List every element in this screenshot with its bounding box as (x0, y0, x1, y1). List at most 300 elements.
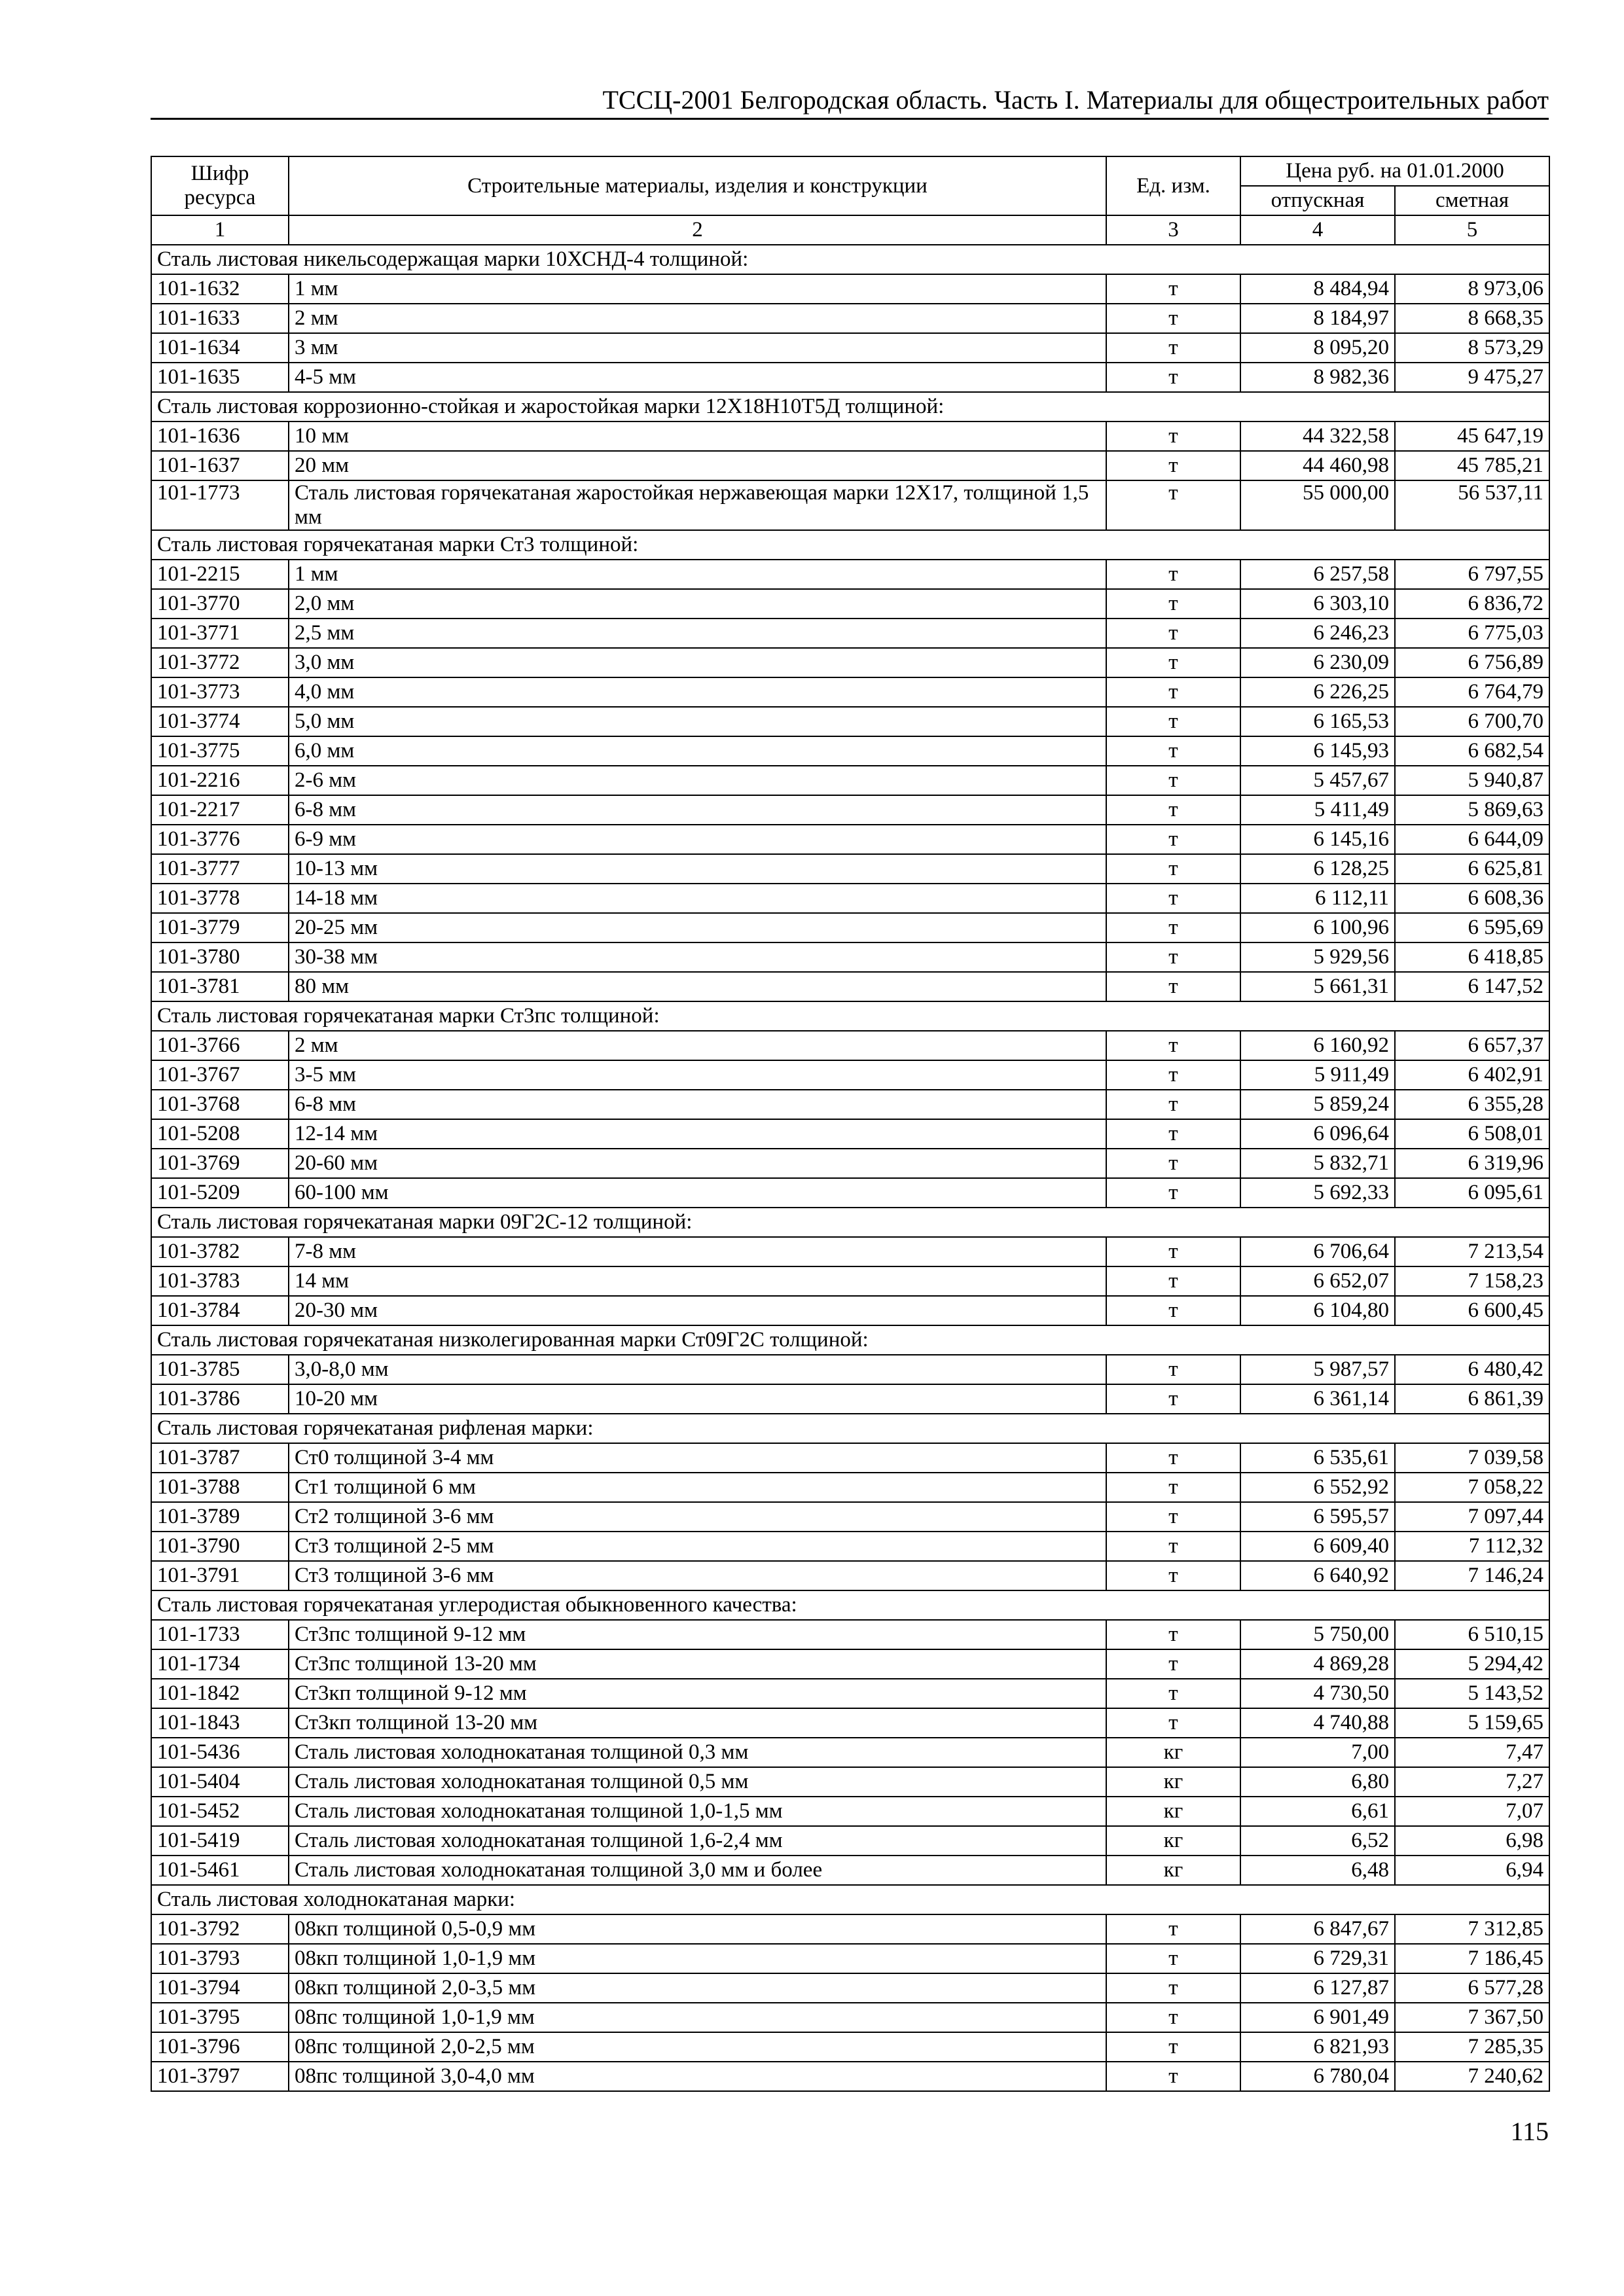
resource-code: 101-3769 (151, 1149, 289, 1178)
resource-code: 101-3790 (151, 1532, 289, 1561)
material-name: Сталь листовая горячекатаная жаростойкая нержавеющая марки 12Х17, толщиной 1,5 мм (289, 480, 1106, 530)
estimate-price: 7 097,44 (1395, 1502, 1549, 1532)
release-price: 5 692,33 (1240, 1178, 1395, 1208)
release-price: 6 552,92 (1240, 1473, 1395, 1502)
unit-of-measure: т (1106, 2062, 1240, 2091)
estimate-price: 9 475,27 (1395, 363, 1549, 392)
unit-of-measure: т (1106, 913, 1240, 942)
table-row (151, 884, 1549, 913)
table-row (151, 1767, 1549, 1797)
estimate-price: 6 625,81 (1395, 854, 1549, 884)
release-price: 5 987,57 (1240, 1355, 1395, 1384)
unit-of-measure: т (1106, 677, 1240, 707)
resource-code: 101-1842 (151, 1679, 289, 1708)
material-name: 08пс толщиной 3,0-4,0 мм (289, 2062, 1106, 2091)
material-name: 08пс толщиной 2,0-2,5 мм (289, 2032, 1106, 2062)
unit-of-measure: т (1106, 480, 1240, 530)
estimate-price: 6 600,45 (1395, 1296, 1549, 1325)
unit-of-measure: т (1106, 363, 1240, 392)
unit-of-measure: т (1106, 707, 1240, 736)
table-row (151, 766, 1549, 795)
release-price: 6 640,92 (1240, 1561, 1395, 1590)
table-row (151, 1826, 1549, 1856)
material-name: 2-6 мм (289, 766, 1106, 795)
table-row (151, 1797, 1549, 1826)
table-row (151, 795, 1549, 825)
resource-code: 101-1633 (151, 304, 289, 333)
material-name: Ст3кп толщиной 9-12 мм (289, 1679, 1106, 1708)
material-name: Сталь листовая холоднокатаная толщиной 1,0-1,5 мм (289, 1797, 1106, 1826)
resource-code: 101-3767 (151, 1060, 289, 1090)
estimate-price: 5 143,52 (1395, 1679, 1549, 1708)
unit-of-measure: т (1106, 1973, 1240, 2003)
material-name: 7-8 мм (289, 1237, 1106, 1266)
resource-code: 101-1773 (151, 480, 289, 530)
material-name: 08кп толщиной 0,5-0,9 мм (289, 1914, 1106, 1944)
estimate-price: 8 573,29 (1395, 333, 1549, 363)
material-name: Ст3кп толщиной 13-20 мм (289, 1708, 1106, 1738)
table-row (151, 1090, 1549, 1119)
resource-code: 101-3784 (151, 1296, 289, 1325)
col-header-unit: Ед. изм. (1106, 156, 1240, 215)
resource-code: 101-1637 (151, 451, 289, 480)
release-price: 55 000,00 (1240, 480, 1395, 530)
unit-of-measure: т (1106, 854, 1240, 884)
release-price: 6,52 (1240, 1826, 1395, 1856)
unit-of-measure: т (1106, 1119, 1240, 1149)
col-header-estimate: сметная (1395, 186, 1549, 215)
section-heading-row (151, 1885, 1549, 1914)
material-name: 30-38 мм (289, 942, 1106, 972)
material-name: Ст3пс толщиной 13-20 мм (289, 1649, 1106, 1679)
unit-of-measure: т (1106, 1914, 1240, 1944)
estimate-price: 6 608,36 (1395, 884, 1549, 913)
section-heading: Сталь листовая холоднокатаная марки: (151, 1885, 1549, 1914)
estimate-price: 5 940,87 (1395, 766, 1549, 795)
table-row (151, 1502, 1549, 1532)
estimate-price: 6 861,39 (1395, 1384, 1549, 1414)
table-row (151, 480, 1549, 530)
resource-code: 101-1632 (151, 274, 289, 304)
resource-code: 101-5461 (151, 1856, 289, 1885)
unit-of-measure: т (1106, 766, 1240, 795)
release-price: 6 104,80 (1240, 1296, 1395, 1325)
estimate-price: 45 647,19 (1395, 422, 1549, 451)
table-row (151, 1060, 1549, 1090)
material-name: Ст1 толщиной 6 мм (289, 1473, 1106, 1502)
section-heading-row (151, 1325, 1549, 1355)
estimate-price: 7,47 (1395, 1738, 1549, 1767)
estimate-price: 8 973,06 (1395, 274, 1549, 304)
material-name: Ст3 толщиной 2-5 мм (289, 1532, 1106, 1561)
estimate-price: 6 147,52 (1395, 972, 1549, 1001)
section-heading: Сталь листовая горячекатаная марки Ст3пс толщиной: (151, 1001, 1549, 1031)
section-heading: Сталь листовая горячекатаная марки Ст3 толщиной: (151, 530, 1549, 560)
estimate-price: 6,94 (1395, 1856, 1549, 1885)
unit-of-measure: т (1106, 333, 1240, 363)
table-row (151, 589, 1549, 619)
resource-code: 101-3778 (151, 884, 289, 913)
section-heading: Сталь листовая горячекатаная рифленая марки: (151, 1414, 1549, 1443)
table-row (151, 1266, 1549, 1296)
unit-of-measure: т (1106, 1060, 1240, 1090)
table-row (151, 1119, 1549, 1149)
table-row (151, 1178, 1549, 1208)
unit-of-measure: т (1106, 422, 1240, 451)
release-price: 5 832,71 (1240, 1149, 1395, 1178)
resource-code: 101-3776 (151, 825, 289, 854)
estimate-price: 6 595,69 (1395, 913, 1549, 942)
estimate-price: 7 213,54 (1395, 1237, 1549, 1266)
material-name: 3,0-8,0 мм (289, 1355, 1106, 1384)
resource-code: 101-3785 (151, 1355, 289, 1384)
table-row (151, 1296, 1549, 1325)
table-row (151, 2032, 1549, 2062)
unit-of-measure: т (1106, 1090, 1240, 1119)
release-price: 4 740,88 (1240, 1708, 1395, 1738)
resource-code: 101-3766 (151, 1031, 289, 1060)
resource-code: 101-3796 (151, 2032, 289, 2062)
material-name: 80 мм (289, 972, 1106, 1001)
estimate-price: 6 510,15 (1395, 1620, 1549, 1649)
table-row (151, 913, 1549, 942)
unit-of-measure: т (1106, 736, 1240, 766)
release-price: 6 226,25 (1240, 677, 1395, 707)
resource-code: 101-3783 (151, 1266, 289, 1296)
table-row (151, 854, 1549, 884)
material-name: 4-5 мм (289, 363, 1106, 392)
section-heading: Сталь листовая никельсодержащая марки 10ХСНД-4 толщиной: (151, 245, 1549, 274)
unit-of-measure: кг (1106, 1767, 1240, 1797)
estimate-price: 7 186,45 (1395, 1944, 1549, 1973)
release-price: 5 457,67 (1240, 766, 1395, 795)
table-row (151, 2003, 1549, 2032)
resource-code: 101-2216 (151, 766, 289, 795)
resource-code: 101-5419 (151, 1826, 289, 1856)
estimate-price: 7,07 (1395, 1797, 1549, 1826)
unit-of-measure: т (1106, 1649, 1240, 1679)
release-price: 6,61 (1240, 1797, 1395, 1826)
resource-code: 101-5452 (151, 1797, 289, 1826)
table-row (151, 707, 1549, 736)
material-name: 3-5 мм (289, 1060, 1106, 1090)
unit-of-measure: т (1106, 1266, 1240, 1296)
estimate-price: 6 402,91 (1395, 1060, 1549, 1090)
estimate-price: 6 480,42 (1395, 1355, 1549, 1384)
section-heading-row (151, 530, 1549, 560)
table-row (151, 736, 1549, 766)
material-name: 3 мм (289, 333, 1106, 363)
estimate-price: 7 058,22 (1395, 1473, 1549, 1502)
release-price: 4 730,50 (1240, 1679, 1395, 1708)
estimate-price: 6 700,70 (1395, 707, 1549, 736)
material-name: 20-30 мм (289, 1296, 1106, 1325)
unit-of-measure: т (1106, 1296, 1240, 1325)
release-price: 6 127,87 (1240, 1973, 1395, 2003)
unit-of-measure: т (1106, 1355, 1240, 1384)
page-number: 115 (1510, 2117, 1549, 2146)
unit-of-measure: т (1106, 1031, 1240, 1060)
release-price: 6 230,09 (1240, 648, 1395, 677)
release-price: 6 821,93 (1240, 2032, 1395, 2062)
release-price: 5 661,31 (1240, 972, 1395, 1001)
material-name: 2,0 мм (289, 589, 1106, 619)
table-row (151, 1561, 1549, 1590)
unit-of-measure: т (1106, 589, 1240, 619)
release-price: 6,48 (1240, 1856, 1395, 1885)
estimate-price: 6 657,37 (1395, 1031, 1549, 1060)
resource-code: 101-3791 (151, 1561, 289, 1590)
estimate-price: 6 836,72 (1395, 589, 1549, 619)
estimate-price: 7 312,85 (1395, 1914, 1549, 1944)
estimate-price: 6 756,89 (1395, 648, 1549, 677)
release-price: 6 145,93 (1240, 736, 1395, 766)
estimate-price: 8 668,35 (1395, 304, 1549, 333)
material-name: Ст0 толщиной 3-4 мм (289, 1443, 1106, 1473)
table-row (151, 1532, 1549, 1561)
table-row (151, 1649, 1549, 1679)
material-name: 2 мм (289, 304, 1106, 333)
unit-of-measure: т (1106, 1944, 1240, 1973)
unit-of-measure: т (1106, 274, 1240, 304)
table-row (151, 363, 1549, 392)
release-price: 6 128,25 (1240, 854, 1395, 884)
estimate-price: 7 146,24 (1395, 1561, 1549, 1590)
release-price: 6 257,58 (1240, 560, 1395, 589)
material-name: 20 мм (289, 451, 1106, 480)
estimate-price: 6 577,28 (1395, 1973, 1549, 2003)
material-name: 20-25 мм (289, 913, 1106, 942)
table-row (151, 333, 1549, 363)
resource-code: 101-3774 (151, 707, 289, 736)
table-row (151, 677, 1549, 707)
release-price: 8 982,36 (1240, 363, 1395, 392)
estimate-price: 6 095,61 (1395, 1178, 1549, 1208)
unit-of-measure: т (1106, 942, 1240, 972)
estimate-price: 7 285,35 (1395, 2032, 1549, 2062)
unit-of-measure: т (1106, 825, 1240, 854)
section-heading: Сталь листовая горячекатаная низколегированная марки Ст09Г2С толщиной: (151, 1325, 1549, 1355)
release-price: 6 145,16 (1240, 825, 1395, 854)
release-price: 6 303,10 (1240, 589, 1395, 619)
unit-of-measure: т (1106, 795, 1240, 825)
section-heading-row (151, 1208, 1549, 1237)
material-name: 6-9 мм (289, 825, 1106, 854)
material-name: 2 мм (289, 1031, 1106, 1060)
release-price: 6 096,64 (1240, 1119, 1395, 1149)
material-name: Сталь листовая холоднокатаная толщиной 0,3 мм (289, 1738, 1106, 1767)
col-header-code: Шифр ресурса (151, 156, 289, 215)
release-price: 6 112,11 (1240, 884, 1395, 913)
release-price: 6 246,23 (1240, 619, 1395, 648)
material-name: 14 мм (289, 1266, 1106, 1296)
material-name: Ст3 толщиной 3-6 мм (289, 1561, 1106, 1590)
section-heading-row (151, 392, 1549, 422)
table-row (151, 304, 1549, 333)
release-price: 6 706,64 (1240, 1237, 1395, 1266)
resource-code: 101-5436 (151, 1738, 289, 1767)
table-row (151, 1973, 1549, 2003)
resource-code: 101-1635 (151, 363, 289, 392)
unit-of-measure: т (1106, 1502, 1240, 1532)
unit-of-measure: т (1106, 1532, 1240, 1561)
release-price: 5 929,56 (1240, 942, 1395, 972)
material-name: 08кп толщиной 2,0-3,5 мм (289, 1973, 1106, 2003)
table-row (151, 942, 1549, 972)
resource-code: 101-3797 (151, 2062, 289, 2091)
unit-of-measure: т (1106, 1178, 1240, 1208)
table-row (151, 2062, 1549, 2091)
col-number: 3 (1106, 215, 1240, 245)
release-price: 5 750,00 (1240, 1620, 1395, 1649)
table-row (151, 451, 1549, 480)
release-price: 6 780,04 (1240, 2062, 1395, 2091)
resource-code: 101-3786 (151, 1384, 289, 1414)
release-price: 44 460,98 (1240, 451, 1395, 480)
release-price: 44 322,58 (1240, 422, 1395, 451)
resource-code: 101-3795 (151, 2003, 289, 2032)
unit-of-measure: т (1106, 1679, 1240, 1708)
col-header-name: Строительные материалы, изделия и конструкции (289, 156, 1106, 215)
material-name: 60-100 мм (289, 1178, 1106, 1208)
unit-of-measure: т (1106, 1443, 1240, 1473)
resource-code: 101-5208 (151, 1119, 289, 1149)
material-name: Ст3пс толщиной 9-12 мм (289, 1620, 1106, 1649)
release-price: 6 652,07 (1240, 1266, 1395, 1296)
resource-code: 101-3782 (151, 1237, 289, 1266)
section-heading: Сталь листовая горячекатаная марки 09Г2С-12 толщиной: (151, 1208, 1549, 1237)
resource-code: 101-3788 (151, 1473, 289, 1502)
section-heading: Сталь листовая горячекатаная углеродистая обыкновенного качества: (151, 1590, 1549, 1620)
unit-of-measure: т (1106, 619, 1240, 648)
material-name: Сталь листовая холоднокатаная толщиной 0,5 мм (289, 1767, 1106, 1797)
estimate-price: 6 764,79 (1395, 677, 1549, 707)
section-heading: Сталь листовая коррозионно-стойкая и жаростойкая марки 12Х18Н10Т5Д толщиной: (151, 392, 1549, 422)
table-row (151, 1679, 1549, 1708)
resource-code: 101-1843 (151, 1708, 289, 1738)
resource-code: 101-2215 (151, 560, 289, 589)
resource-code: 101-3775 (151, 736, 289, 766)
unit-of-measure: т (1106, 1384, 1240, 1414)
page-header (151, 84, 1549, 120)
material-name: 6,0 мм (289, 736, 1106, 766)
col-number: 5 (1395, 215, 1549, 245)
release-price: 6 609,40 (1240, 1532, 1395, 1561)
unit-of-measure: т (1106, 1620, 1240, 1649)
unit-of-measure: т (1106, 304, 1240, 333)
resource-code: 101-3773 (151, 677, 289, 707)
material-name: 20-60 мм (289, 1149, 1106, 1178)
unit-of-measure: т (1106, 2032, 1240, 2062)
resource-code: 101-3794 (151, 1973, 289, 2003)
estimate-price: 5 159,65 (1395, 1708, 1549, 1738)
estimate-price: 6,98 (1395, 1826, 1549, 1856)
material-name: 1 мм (289, 274, 1106, 304)
release-price: 5 411,49 (1240, 795, 1395, 825)
estimate-price: 6 418,85 (1395, 942, 1549, 972)
release-price: 6 729,31 (1240, 1944, 1395, 1973)
release-price: 6 165,53 (1240, 707, 1395, 736)
estimate-price: 6 319,96 (1395, 1149, 1549, 1178)
release-price: 6 361,14 (1240, 1384, 1395, 1414)
unit-of-measure: т (1106, 972, 1240, 1001)
table-row (151, 1149, 1549, 1178)
table-row (151, 1443, 1549, 1473)
table-row (151, 1384, 1549, 1414)
col-number: 4 (1240, 215, 1395, 245)
release-price: 6 901,49 (1240, 2003, 1395, 2032)
release-price: 6,80 (1240, 1767, 1395, 1797)
table-row (151, 274, 1549, 304)
estimate-price: 56 537,11 (1395, 480, 1549, 530)
release-price: 6 535,61 (1240, 1443, 1395, 1473)
resource-code: 101-5404 (151, 1767, 289, 1797)
material-name: 10-13 мм (289, 854, 1106, 884)
table-row (151, 648, 1549, 677)
material-name: 4,0 мм (289, 677, 1106, 707)
resource-code: 101-1734 (151, 1649, 289, 1679)
unit-of-measure: т (1106, 1149, 1240, 1178)
release-price: 6 595,57 (1240, 1502, 1395, 1532)
estimate-price: 7,27 (1395, 1767, 1549, 1797)
release-price: 8 484,94 (1240, 274, 1395, 304)
material-name: 6-8 мм (289, 795, 1106, 825)
table-row (151, 619, 1549, 648)
estimate-price: 7 158,23 (1395, 1266, 1549, 1296)
material-name: 2,5 мм (289, 619, 1106, 648)
table-row (151, 1473, 1549, 1502)
material-name: 10 мм (289, 422, 1106, 451)
estimate-price: 7 367,50 (1395, 2003, 1549, 2032)
estimate-price: 6 355,28 (1395, 1090, 1549, 1119)
material-name: Сталь листовая холоднокатаная толщиной 3,0 мм и более (289, 1856, 1106, 1885)
table-row (151, 422, 1549, 451)
resource-code: 101-3789 (151, 1502, 289, 1532)
resource-code: 101-3771 (151, 619, 289, 648)
unit-of-measure: кг (1106, 1738, 1240, 1767)
section-heading-row (151, 245, 1549, 274)
material-name: 12-14 мм (289, 1119, 1106, 1149)
release-price: 6 160,92 (1240, 1031, 1395, 1060)
material-name: 3,0 мм (289, 648, 1106, 677)
resource-code: 101-1636 (151, 422, 289, 451)
estimate-price: 7 112,32 (1395, 1532, 1549, 1561)
table-row (151, 1237, 1549, 1266)
resource-code: 101-1733 (151, 1620, 289, 1649)
resource-code: 101-2217 (151, 795, 289, 825)
table-row (151, 1708, 1549, 1738)
estimate-price: 6 682,54 (1395, 736, 1549, 766)
resource-code: 101-3772 (151, 648, 289, 677)
table-row (151, 560, 1549, 589)
col-header-price-group: Цена руб. на 01.01.2000 (1240, 156, 1549, 186)
release-price: 6 847,67 (1240, 1914, 1395, 1944)
table-row (151, 1856, 1549, 1885)
resource-code: 101-3787 (151, 1443, 289, 1473)
table-row (151, 1914, 1549, 1944)
table-row (151, 1355, 1549, 1384)
release-price: 5 911,49 (1240, 1060, 1395, 1090)
release-price: 8 095,20 (1240, 333, 1395, 363)
release-price: 8 184,97 (1240, 304, 1395, 333)
resource-code: 101-3781 (151, 972, 289, 1001)
resource-code: 101-3768 (151, 1090, 289, 1119)
resource-code: 101-3770 (151, 589, 289, 619)
material-name: Ст2 толщиной 3-6 мм (289, 1502, 1106, 1532)
estimate-price: 6 775,03 (1395, 619, 1549, 648)
table-row (151, 1620, 1549, 1649)
material-name: 1 мм (289, 560, 1106, 589)
